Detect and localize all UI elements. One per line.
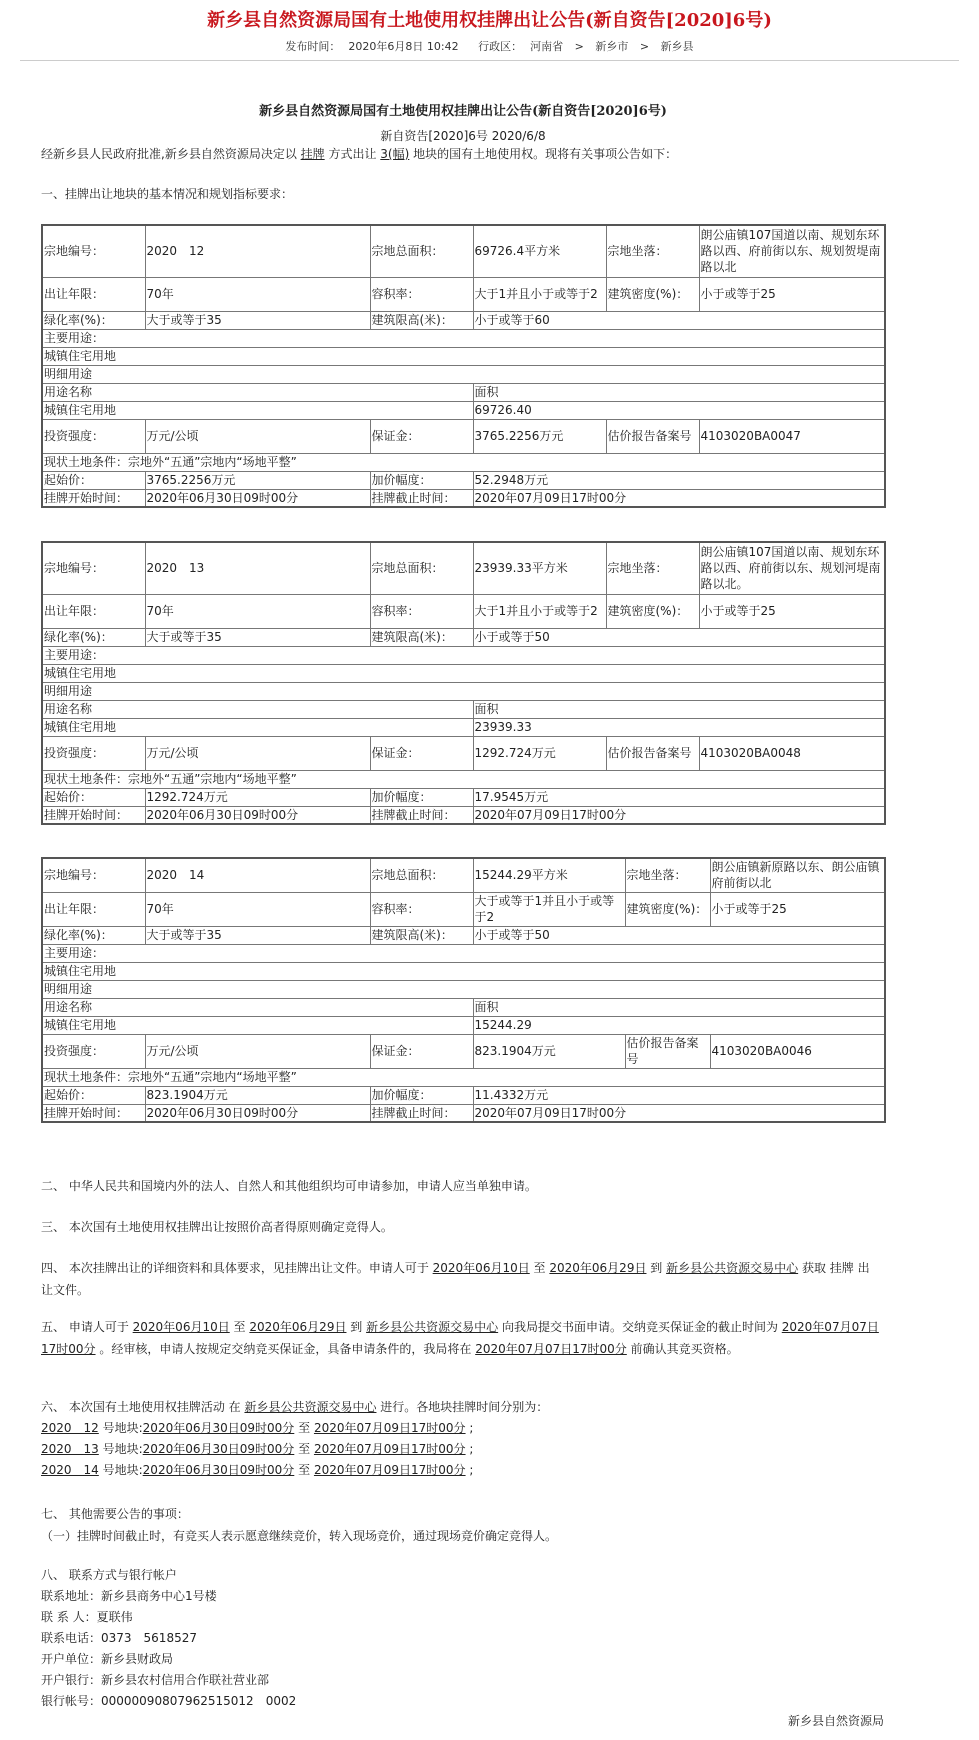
table-cell: 建筑限高(米)：: [370, 926, 473, 944]
section-7: 七、 其他需要公告的事项： （一）挂牌时间截止时，有竞买人表示愿意继续竞价，转入现场竞价，通过现场竞价确定竞得人。: [41, 1507, 558, 1543]
table-cell: 加价幅度：: [370, 1086, 473, 1104]
table-cell: 大于1并且小于或等于2: [473, 277, 606, 311]
table-cell: 建筑密度(%)：: [606, 277, 699, 311]
table-cell: 朗公庙镇新原路以东、朗公庙镇府前街以北: [710, 858, 885, 892]
table-cell: 出让年限：: [42, 892, 145, 926]
table-cell: 用途名称: [42, 998, 473, 1016]
section-4: 四、 本次挂牌出让的详细资料和具体要求，见挂牌出让文件。申请人可于 2020年06月10日 至 2020年06月29日 到 新乡县公共资源交易中心 获取 挂牌 出让文件。: [41, 1261, 870, 1297]
section-8: [41, 1565, 296, 1712]
table-cell: 挂牌开始时间：: [42, 1104, 145, 1122]
contact-phone: 联系电话：0373 5618527: [41, 1631, 197, 1645]
document-number: 新自资告[2020]6号 2020/6/8: [380, 129, 546, 143]
section-6: 六、 本次国有土地使用权挂牌活动 在 新乡县公共资源交易中心 进行。各地块挂牌时间分别为：: [41, 1400, 549, 1414]
table-cell: 宗地编号：: [42, 858, 145, 892]
table-cell: 建筑密度(%)：: [625, 892, 710, 926]
chevron-right-icon: >: [574, 40, 584, 53]
table-cell: 万元/公顷: [145, 1034, 370, 1068]
table-cell: 宗地坐落：: [606, 542, 699, 594]
table-cell: 70年: [145, 277, 370, 311]
table-row: [42, 962, 885, 980]
table-cell: 宗地坐落：: [625, 858, 710, 892]
page-title: 新乡县自然资源局国有土地使用权挂牌出让公告(新自资告[2020]6号): [207, 10, 772, 31]
table-row: [42, 806, 885, 824]
table-cell: 17.9545万元: [473, 788, 885, 806]
table-row: [42, 1034, 885, 1068]
table-row: [42, 736, 885, 770]
table-row: [42, 311, 885, 329]
intro-paragraph: 经新乡县人民政府批准,新乡县自然资源局决定以 挂牌 方式出让 3(幅) 地块的国有土地使用权。现将有关事项公告如下：: [41, 147, 678, 161]
table-cell: 加价幅度：: [370, 471, 473, 489]
section-8-heading: 八、 联系方式与银行帐户: [41, 1568, 177, 1582]
table-cell: 23939.33: [473, 718, 885, 736]
contact-person: 联 系 人：夏联伟: [41, 1610, 133, 1624]
chevron-right-icon: >: [639, 40, 650, 53]
table-cell: 15244.29平方米: [473, 858, 625, 892]
table-row: [42, 471, 885, 489]
section-1-heading: 一、挂牌出让地块的基本情况和规划指标要求：: [41, 187, 294, 201]
table-cell: 保证金：: [370, 1034, 473, 1068]
table-cell: 明细用途: [42, 980, 885, 998]
link-trading-center[interactable]: 新乡县公共资源交易中心: [366, 1320, 499, 1334]
table-row: [42, 1104, 885, 1122]
table-cell: 挂牌截止时间：: [370, 806, 473, 824]
section-2: 二、 中华人民共和国境内外的法人、自然人和其他组织均可申请参加，申请人应当单独申请。: [41, 1179, 537, 1193]
table-cell: 大于或等于35: [145, 926, 370, 944]
table-cell: 出让年限：: [42, 594, 145, 628]
table-row: [42, 892, 885, 926]
table-cell: 投资强度：: [42, 1034, 145, 1068]
table-cell: 出让年限：: [42, 277, 145, 311]
meta-line: [0, 38, 979, 54]
table-cell: 4103020BA0046: [710, 1034, 885, 1068]
table-cell: 起始价：: [42, 788, 145, 806]
table-cell: 估价报告备案号: [606, 736, 699, 770]
table-cell: 朗公庙镇107国道以南、规划东环路以西、府前街以东、规划河堤南路以北。: [699, 542, 885, 594]
table-cell: 挂牌截止时间：: [370, 1104, 473, 1122]
table-cell: 城镇住宅用地: [42, 401, 473, 419]
table-cell: 投资强度：: [42, 419, 145, 453]
table-cell: 绿化率(%)：: [42, 311, 145, 329]
table-cell: 明细用途: [42, 682, 885, 700]
table-cell: 挂牌截止时间：: [370, 489, 473, 507]
table-cell: 3765.2256万元: [145, 471, 370, 489]
table-cell: 小于或等于50: [473, 926, 885, 944]
list-item: 2020 13 号地块:2020年06月30日09时00分 至 2020年07月09日17时00分 ;: [41, 1442, 474, 1456]
table-cell: 城镇住宅用地: [42, 718, 473, 736]
parcel-table: [41, 541, 886, 825]
parcel-table: [41, 224, 886, 508]
table-cell: 2020 13: [145, 542, 370, 594]
table-row: [42, 365, 885, 383]
table-cell: 小于或等于25: [699, 277, 885, 311]
crumb-city[interactable]: 新乡市: [595, 40, 629, 53]
table-cell: 城镇住宅用地: [42, 1016, 473, 1034]
table-cell: 2020 12: [145, 225, 370, 277]
table-row: [42, 998, 885, 1016]
table-row: [42, 944, 885, 962]
list-item: 2020 14 号地块:2020年06月30日09时00分 至 2020年07月09日17时00分 ;: [41, 1463, 474, 1477]
table-cell: 城镇住宅用地: [42, 347, 885, 365]
table-cell: 现状土地条件：宗地外“五通”宗地内“场地平整”: [42, 453, 885, 471]
account-number: 银行帐号：00000090807962515012 0002: [41, 1694, 297, 1708]
table-cell: 建筑限高(米)：: [370, 628, 473, 646]
table-cell: 70年: [145, 594, 370, 628]
region-breadcrumb: 行政区： 河南省 > 新乡市 > 新乡县: [478, 40, 694, 53]
table-cell: 823.1904万元: [145, 1086, 370, 1104]
table-cell: 宗地编号：: [42, 542, 145, 594]
table-cell: 用途名称: [42, 700, 473, 718]
table-cell: 70年: [145, 892, 370, 926]
table-cell: 4103020BA0048: [699, 736, 885, 770]
table-row: [42, 980, 885, 998]
table-cell: 面积: [473, 998, 885, 1016]
table-row: [42, 788, 885, 806]
table-row: [42, 664, 885, 682]
table-cell: 大于或等于1并且小于或等于2: [473, 892, 625, 926]
table-cell: 1292.724万元: [473, 736, 606, 770]
table-cell: 加价幅度：: [370, 788, 473, 806]
table-cell: 宗地坐落：: [606, 225, 699, 277]
table-cell: 明细用途: [42, 365, 885, 383]
table-cell: 3765.2256万元: [473, 419, 606, 453]
table-cell: 万元/公顷: [145, 419, 370, 453]
table-row: [42, 700, 885, 718]
table-cell: 面积: [473, 700, 885, 718]
table-row: [42, 225, 885, 277]
table-row: [42, 1068, 885, 1086]
table-cell: 容积率：: [370, 277, 473, 311]
contact-address: 联系地址：新乡县商务中心1号楼: [41, 1589, 217, 1603]
table-cell: 估价报告备案号: [606, 419, 699, 453]
table-row: [42, 682, 885, 700]
table-cell: 朗公庙镇107国道以南、规划东环路以西、府前街以东、规划贺堤南路以北: [699, 225, 885, 277]
table-cell: 城镇住宅用地: [42, 664, 885, 682]
table-row: [42, 1016, 885, 1034]
table-cell: 大于或等于35: [145, 311, 370, 329]
table-row: [42, 542, 885, 594]
table-cell: 主要用途：: [42, 944, 885, 962]
table-cell: 1292.724万元: [145, 788, 370, 806]
publish-label: 发布时间： 2020年6月8日 10:42: [285, 40, 459, 53]
table-cell: 2020 14: [145, 858, 370, 892]
table-cell: 大于1并且小于或等于2: [473, 594, 606, 628]
table-cell: 69726.4平方米: [473, 225, 606, 277]
table-cell: 小于或等于60: [473, 311, 885, 329]
table-cell: 2020年06月30日09时00分: [145, 806, 370, 824]
table-row: [42, 770, 885, 788]
table-cell: 挂牌开始时间：: [42, 806, 145, 824]
table-row: [42, 419, 885, 453]
table-cell: 2020年06月30日09时00分: [145, 1104, 370, 1122]
table-cell: 容积率：: [370, 892, 473, 926]
table-cell: 现状土地条件：宗地外“五通”宗地内“场地平整”: [42, 1068, 885, 1086]
table-cell: 面积: [473, 383, 885, 401]
table-cell: 宗地编号：: [42, 225, 145, 277]
table-cell: 小于或等于25: [699, 594, 885, 628]
table-cell: 城镇住宅用地: [42, 962, 885, 980]
table-row: [42, 926, 885, 944]
link-trading-center[interactable]: 新乡县公共资源交易中心: [244, 1400, 377, 1414]
table-cell: 大于或等于35: [145, 628, 370, 646]
section-3: 三、 本次国有土地使用权挂牌出让按照价高者得原则确定竞得人。: [41, 1220, 393, 1234]
table-cell: 用途名称: [42, 383, 473, 401]
table-row: [42, 628, 885, 646]
table-row: [42, 718, 885, 736]
table-cell: 主要用途：: [42, 329, 885, 347]
document-title: 新乡县自然资源局国有土地使用权挂牌出让公告(新自资告[2020]6号): [259, 104, 667, 119]
table-cell: 建筑限高(米)：: [370, 311, 473, 329]
table-row: [42, 329, 885, 347]
table-cell: 投资强度：: [42, 736, 145, 770]
table-row: [42, 347, 885, 365]
crumb-county[interactable]: 新乡县: [660, 40, 694, 53]
table-cell: 起始价：: [42, 471, 145, 489]
table-cell: 23939.33平方米: [473, 542, 606, 594]
table-cell: 现状土地条件：宗地外“五通”宗地内“场地平整”: [42, 770, 885, 788]
table-cell: 保证金：: [370, 736, 473, 770]
account-bank: 开户银行：新乡县农村信用合作联社营业部: [41, 1673, 270, 1687]
table-row: [42, 594, 885, 628]
table-row: [42, 401, 885, 419]
table-cell: 宗地总面积：: [370, 225, 473, 277]
table-row: [42, 453, 885, 471]
crumb-province[interactable]: 河南省: [530, 40, 564, 53]
table-cell: 起始价：: [42, 1086, 145, 1104]
table-cell: 小于或等于25: [710, 892, 885, 926]
table-cell: 小于或等于50: [473, 628, 885, 646]
table-cell: 估价报告备案号: [625, 1034, 710, 1068]
table-cell: 52.2948万元: [473, 471, 885, 489]
table-cell: 2020年07月09日17时00分: [473, 1104, 885, 1122]
table-row: [42, 383, 885, 401]
table-cell: 容积率：: [370, 594, 473, 628]
table-cell: 保证金：: [370, 419, 473, 453]
table-cell: 11.4332万元: [473, 1086, 885, 1104]
table-row: [42, 277, 885, 311]
schedule-list: [41, 1418, 473, 1481]
table-cell: 2020年07月09日17时00分: [473, 806, 885, 824]
table-cell: 宗地总面积：: [370, 858, 473, 892]
table-row: [42, 858, 885, 892]
table-cell: 15244.29: [473, 1016, 885, 1034]
account-unit: 开户单位：新乡县财政局: [41, 1652, 174, 1666]
table-cell: 823.1904万元: [473, 1034, 625, 1068]
table-cell: 2020年07月09日17时00分: [473, 489, 885, 507]
table-row: [42, 646, 885, 664]
section-5: 五、 申请人可于 2020年06月10日 至 2020年06月29日 到 新乡县公共资源交易中心 向我局提交书面申请。交纳竞买保证金的截止时间为 2020年07月07日17时00分 。经审核，申请人按规定交纳竞买保证金，具备申请条件的，我局将在 2020年07月07日17时00分 前确认其竞买资格。: [41, 1320, 879, 1356]
table-cell: 2020年06月30日09时00分: [145, 489, 370, 507]
table-cell: 4103020BA0047: [699, 419, 885, 453]
table-cell: 绿化率(%)：: [42, 628, 145, 646]
table-row: [42, 1086, 885, 1104]
table-cell: 万元/公顷: [145, 736, 370, 770]
table-cell: 挂牌开始时间：: [42, 489, 145, 507]
link-trading-center[interactable]: 新乡县公共资源交易中心: [666, 1261, 799, 1275]
table-cell: 绿化率(%)：: [42, 926, 145, 944]
signature: 新乡县自然资源局: [787, 1714, 884, 1728]
parcel-table: [41, 857, 886, 1123]
table-cell: 建筑密度(%)：: [606, 594, 699, 628]
table-cell: 主要用途：: [42, 646, 885, 664]
list-item: 2020 12 号地块:2020年06月30日09时00分 至 2020年07月09日17时00分 ;: [41, 1421, 474, 1435]
table-cell: 69726.40: [473, 401, 885, 419]
divider: [20, 60, 959, 61]
table-row: [42, 489, 885, 507]
table-cell: 宗地总面积：: [370, 542, 473, 594]
